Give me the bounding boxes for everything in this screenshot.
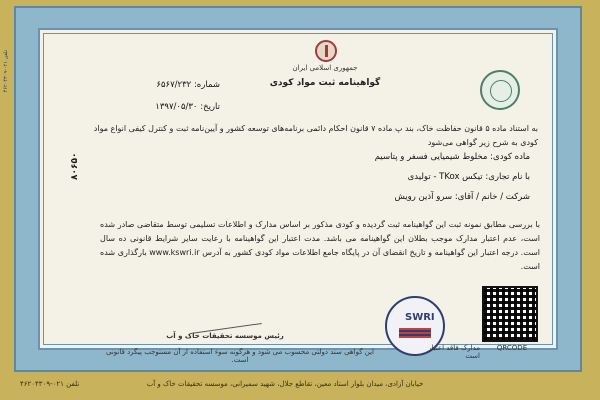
bottom-phone: تلفن ۰۲۱-۴۶۲۰۴۳۰۹ xyxy=(20,380,80,388)
field-row xyxy=(140,172,530,192)
field-label: با نام تجاری: xyxy=(485,172,530,182)
field-label: شرکت / خانم / آقای: xyxy=(454,192,530,202)
number-label: شماره: xyxy=(193,80,220,90)
intro-text: به استناد ماده ۵ قانون حفاظت خاک، بند پ ماده ۷ قانون احکام دائمی برنامه‌های توسعه کشور و آیین‌نامه ثبت و کنترل کیفی انواع مواد کودی به شرح زیر گواهی می‌شود xyxy=(93,124,538,147)
main-paragraph: با بررسی مطابق نمونه ثبت این گواهینامه ثبت گردیده و کودی مذکور بر اساس مدارک و اطلاعات تسلیمی توسط متقاضی صادر شده است، عدم اعتبار مدارک موجب بطلان این گواهینامه می باشد. مدت اعتبار این گواهینامه با رعایت سایر شرایط قانونی ده سال است. درجه اعتبار این گواهینامه و تاریخ انقضای آن در پایگاه جامع اطلاعات مواد کودی کشور به آدرس www.kswri.ir بارگذاری شده است. xyxy=(100,220,541,271)
field-row xyxy=(140,152,530,172)
field-label: ماده کودی: xyxy=(490,152,530,162)
date-value: ۱۳۹۷/۰۵/۳۰ xyxy=(155,102,198,112)
qr-code-icon xyxy=(482,286,538,342)
republic-name: جمهوری اسلامی ایران xyxy=(292,64,358,72)
field-value: تیکس TKox - تولیدی xyxy=(407,172,483,182)
swri-logo-text: SWRI xyxy=(405,312,435,323)
certificate-body xyxy=(38,28,558,364)
field-row xyxy=(140,192,530,212)
bottom-address: خیابان آزادی، میدان بلوار استاد معین، تقاطع جلال، شهید سمیرانی، موسسه تحقیقات خاک و آب xyxy=(146,380,424,388)
qr-caption: مدارک فاقد اعتبار است xyxy=(428,344,480,360)
date-row xyxy=(120,102,220,112)
field-value: سرو آذین رویش xyxy=(394,192,453,202)
number-value: ۶۵۶۷/۲۳۲ xyxy=(156,80,192,90)
signature-mark xyxy=(188,293,262,333)
fields-block xyxy=(140,152,530,212)
certificate-frame xyxy=(14,6,582,372)
date-label: تاریخ: xyxy=(200,102,220,112)
side-vertical-text: تلفن ۰۲۱-۴۶۲۰۴۳۰۹ xyxy=(3,50,9,93)
signature-title: رئیس موسسه تحقیقات خاک و آب xyxy=(166,332,284,340)
serial-number: ۸۰۶۵۰ xyxy=(70,152,80,180)
ministry-seal-icon xyxy=(480,70,520,110)
certificate-title: گواهینامه ثبت مواد کودی xyxy=(269,78,381,88)
iran-emblem-icon xyxy=(315,40,337,62)
number-row xyxy=(120,80,220,90)
qr-label: QRCODE xyxy=(496,344,528,352)
legal-note: این گواهی سند دولتی محسوب می شود و هرگونه سوء استفاده از آن مستوجب پیگرد قانونی است. xyxy=(106,348,374,364)
field-value: مخلوط شیمیایی فسفر و پتاسیم xyxy=(374,152,488,162)
